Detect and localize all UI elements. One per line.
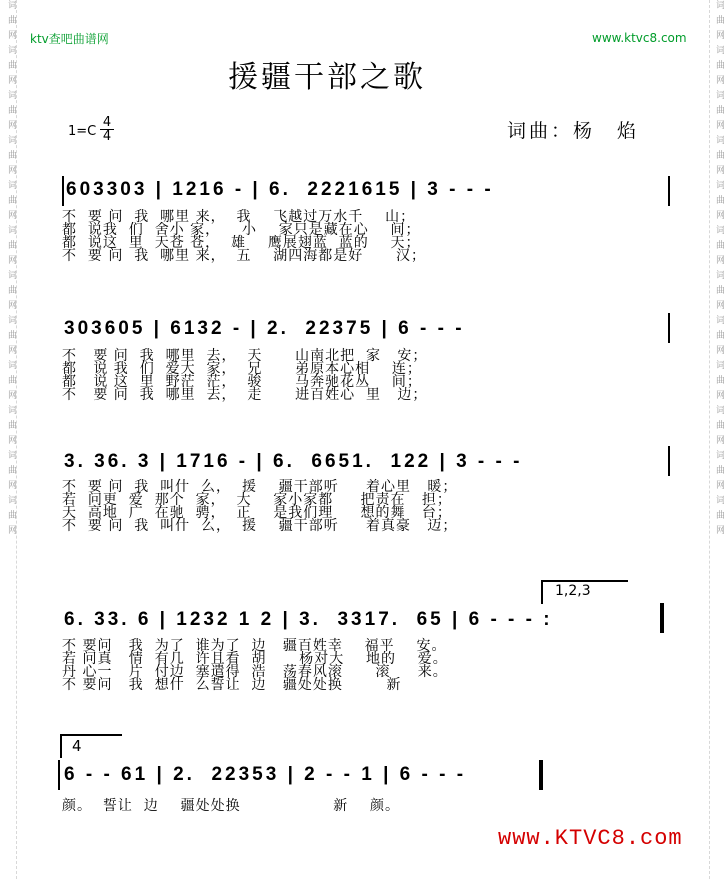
key-signature: 1=C	[68, 124, 97, 139]
lyric-verse-1: 不 要 问 我 哪里 去， 天 山南北把 家 安；	[62, 348, 428, 364]
end-barline	[668, 313, 670, 343]
lyric-verse-3: 都 说 这 里 野茫 茫， 骏 马奔驰花丛 间；	[62, 374, 422, 390]
lyric-verse-2: 若 问更 爱 那个 家， 大 家小家都 把责在 担；	[62, 492, 452, 508]
lyric-verse-4: 不 要 问 我 叫什 么， 援 疆干部听 着真豪 迈；	[62, 518, 458, 534]
lyric-verse-3: 天 高地 广 在驰 骋， 正 是我们理 想的舞 台；	[62, 505, 452, 521]
time-signature-bottom: 4	[100, 129, 114, 143]
lyric-verse-2: 都 说我 们 舍小 家， 小 家只是藏在心 间；	[62, 222, 421, 238]
start-barline	[58, 760, 60, 790]
notes-line: 3. 36. 3 | 1716 - | 6. 6651. 122 | 3 - - -	[64, 451, 523, 472]
lyric-verse-4: 不 要 问 我 哪里 去， 走 进百姓心 里 边；	[62, 387, 428, 403]
lyric-verse-1: 不 要 问 我 叫什 么， 援 疆干部听 着心里 暖；	[62, 479, 458, 495]
lyric-verse-1: 不 要 问 我 哪里 来， 我 飞越过万水千 山；	[62, 209, 416, 225]
volta-bracket-fourth-ending	[60, 734, 122, 758]
start-barline	[62, 176, 64, 206]
lyric-verse-2: 都 说 我 们 爱大 家， 兄 弟原本心相 连；	[62, 361, 422, 377]
volta-label: 1,2,3	[555, 583, 591, 599]
notes-line: 6 - - 61 | 2. 22353 | 2 - - 1 | 6 - - -	[64, 764, 467, 785]
bottom-watermark: www.KTVC8.com	[498, 826, 683, 851]
right-watermark-strip: 词曲网词曲网词曲网词曲网词曲网词曲网词曲网词曲网词曲网词曲网词曲网词曲网	[709, 0, 724, 879]
lyric-verse-2: 若 问真 情 有几 许且看 胡 杨对大 地的 爱。	[62, 651, 448, 667]
end-barline	[668, 446, 670, 476]
lyric-ending: 颜。 誓让 边 疆处处换 新 颜。	[62, 798, 401, 814]
time-signature-top: 4	[102, 115, 112, 130]
song-title: 援疆干部之歌	[228, 60, 426, 95]
repeat-end-barline	[660, 603, 664, 633]
top-right-watermark: www.ktvc8.com	[592, 31, 687, 45]
volta-label: 4	[72, 737, 82, 755]
lyric-verse-4: 不 要问 我 想什 么誓让 边 疆处处换 新	[62, 677, 402, 693]
notes-line: 6. 33. 6 | 1232 1 2 | 3. 3317. 65 | 6 - - - :	[64, 609, 553, 630]
notes-line: 603303 | 1216 - | 6. 2221615 | 3 - - -	[66, 179, 494, 200]
lyric-verse-3: 都 说这 里 天苍 苍， 雄 鹰展翅蓝 蓝的 天；	[62, 235, 421, 251]
notes-line: 303605 | 6132 - | 2. 22375 | 6 - - -	[64, 318, 465, 339]
volta-bracket-first-ending	[541, 580, 628, 604]
author-credit: 词曲：杨 焰	[507, 120, 640, 142]
lyric-verse-1: 不 要问 我 为了 谁为了 边 疆百姓幸 福平 安。	[62, 638, 447, 654]
final-barline	[539, 760, 543, 790]
lyric-verse-4: 不 要 问 我 哪里 来， 五 湖四海都是好 汉；	[62, 248, 427, 264]
left-watermark-strip: 词曲网词曲网词曲网词曲网词曲网词曲网词曲网词曲网词曲网词曲网词曲网词曲网	[2, 0, 17, 879]
end-barline	[668, 176, 670, 206]
lyric-verse-3: 丹 心一 片 付边 塞遣得 浩 荡春风滚 滚 来。	[62, 664, 448, 680]
time-signature	[100, 116, 114, 143]
top-left-watermark: ktv查吧曲谱网	[30, 32, 109, 46]
